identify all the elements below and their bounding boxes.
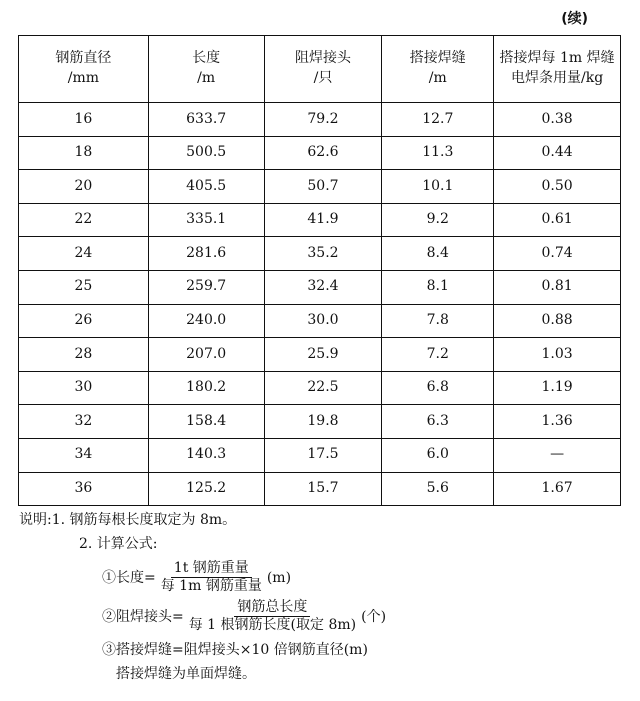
- table-row: [19, 203, 621, 237]
- table-row: [19, 136, 621, 170]
- table-cell: 11.3: [382, 136, 494, 170]
- table-cell: 9.2: [382, 203, 494, 237]
- header-length: 长度 /m: [148, 36, 264, 103]
- table-header-row: [19, 36, 621, 103]
- table-cell: 34: [19, 438, 149, 472]
- header-lap-weld: 搭接焊缝 /m: [382, 36, 494, 103]
- table-cell: 1.67: [494, 472, 621, 506]
- formula-lap-weld-note: 搭接焊缝为单面焊缝。: [116, 666, 256, 682]
- table-cell: 17.5: [264, 438, 382, 472]
- table-cell: 79.2: [264, 103, 382, 137]
- table-cell: 125.2: [148, 472, 264, 506]
- table-row: [19, 438, 621, 472]
- table-cell: 16: [19, 103, 149, 137]
- table-cell: 6.0: [382, 438, 494, 472]
- table-cell: 25: [19, 270, 149, 304]
- table-cell: 15.7: [264, 472, 382, 506]
- table-row: [19, 338, 621, 372]
- table-cell: 18: [19, 136, 149, 170]
- table-cell: 20: [19, 170, 149, 204]
- table-cell: 62.6: [264, 136, 382, 170]
- continued-label: (续): [561, 11, 588, 27]
- table-cell: 30: [19, 371, 149, 405]
- table-cell: 140.3: [148, 438, 264, 472]
- formula-length-fraction: $\frac{\text{1t 钢筋重量}}{\text{每 1m 钢筋重量}}$: [160, 560, 262, 594]
- formula-butt-joints-fraction: $\frac{\text{钢筋总长度}}{\text{每 1 根钢筋长度(取定 8m)}}$: [188, 599, 357, 633]
- table-cell: 41.9: [264, 203, 382, 237]
- table-cell: 12.7: [382, 103, 494, 137]
- table-cell: 335.1: [148, 203, 264, 237]
- table-cell: 0.61: [494, 203, 621, 237]
- table-cell: 0.74: [494, 237, 621, 271]
- table-cell: 7.8: [382, 304, 494, 338]
- table-cell: 180.2: [148, 371, 264, 405]
- table-cell: 32.4: [264, 270, 382, 304]
- table-cell: 6.3: [382, 405, 494, 439]
- table-cell: 22.5: [264, 371, 382, 405]
- table-cell: 26: [19, 304, 149, 338]
- table-cell: 1.03: [494, 338, 621, 372]
- table-cell: 10.1: [382, 170, 494, 204]
- table-cell: 0.50: [494, 170, 621, 204]
- table-cell: 1.36: [494, 405, 621, 439]
- note-1: 说明:1. 钢筋每根长度取定为 8m。: [19, 512, 237, 528]
- table-cell: 36: [19, 472, 149, 506]
- formula-length: ①长度= $\frac{\text{1t 钢筋重量}}{\text{每 1m 钢筋重量}}$ (m): [102, 560, 292, 594]
- rebar-data-table: [18, 35, 621, 506]
- table-row: [19, 371, 621, 405]
- table-row: [19, 237, 621, 271]
- table-cell: 0.81: [494, 270, 621, 304]
- table-cell: 633.7: [148, 103, 264, 137]
- header-diameter: 钢筋直径 /mm: [19, 36, 149, 103]
- table-cell: 8.1: [382, 270, 494, 304]
- table-cell: 6.8: [382, 371, 494, 405]
- table-cell: 0.44: [494, 136, 621, 170]
- table-cell: 7.2: [382, 338, 494, 372]
- table-cell: 259.7: [148, 270, 264, 304]
- table-cell: 281.6: [148, 237, 264, 271]
- table-row: [19, 304, 621, 338]
- table-cell: 28: [19, 338, 149, 372]
- table-cell: 158.4: [148, 405, 264, 439]
- table-row: [19, 103, 621, 137]
- table-cell: 1.19: [494, 371, 621, 405]
- table-cell: 19.8: [264, 405, 382, 439]
- table-row: [19, 270, 621, 304]
- table-cell: 500.5: [148, 136, 264, 170]
- table-row: [19, 405, 621, 439]
- table-cell: —: [494, 438, 621, 472]
- table-cell: 24: [19, 237, 149, 271]
- formula-butt-joints: ②阻焊接头= $\frac{\text{钢筋总长度}}{\text{每 1 根钢筋长度(取定 8m)}}$ (个): [102, 599, 387, 633]
- table-cell: 5.6: [382, 472, 494, 506]
- table-cell: 8.4: [382, 237, 494, 271]
- table-cell: 22: [19, 203, 149, 237]
- table-row: [19, 170, 621, 204]
- table-cell: 50.7: [264, 170, 382, 204]
- table-cell: 0.88: [494, 304, 621, 338]
- note-2: 2. 计算公式:: [79, 536, 158, 552]
- table-row: [19, 472, 621, 506]
- table-cell: 35.2: [264, 237, 382, 271]
- formula-lap-weld: ③搭接焊缝=阻焊接头×10 倍钢筋直径(m): [102, 642, 368, 658]
- table-cell: 207.0: [148, 338, 264, 372]
- header-butt-joints: 阻焊接头 /只: [264, 36, 382, 103]
- table-cell: 0.38: [494, 103, 621, 137]
- table-cell: 405.5: [148, 170, 264, 204]
- table-cell: 25.9: [264, 338, 382, 372]
- table-cell: 32: [19, 405, 149, 439]
- table-cell: 30.0: [264, 304, 382, 338]
- header-electrode-usage: 搭接焊每 1m 焊缝 电焊条用量/kg: [494, 36, 621, 103]
- table-cell: 240.0: [148, 304, 264, 338]
- notes-section: [19, 508, 619, 686]
